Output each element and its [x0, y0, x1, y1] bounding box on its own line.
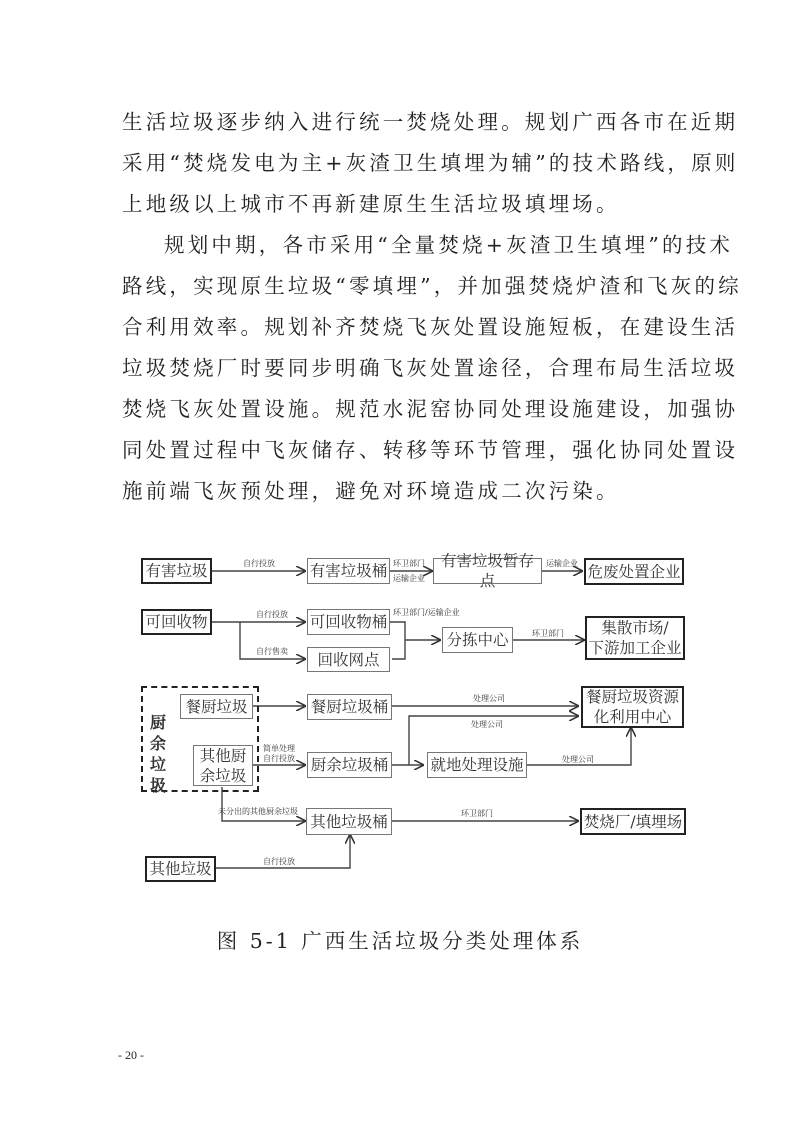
edge-label: 处理公司 [473, 694, 505, 703]
text-line: 规划中期，各市采用“全量焚烧+灰渣卫生填埋”的技术 [164, 233, 734, 257]
node-other-bin: 其他垃圾桶 [306, 808, 392, 835]
text-line: 采用“焚烧发电为主+灰渣卫生填埋为辅”的技术路线，原则 [122, 151, 739, 175]
node-recyclables: 可回收物 [141, 609, 212, 635]
edge-label: 自行投放 [256, 610, 288, 619]
figure-caption: 图 5-1 广西生活垃圾分类处理体系 [216, 929, 584, 953]
node-sorting-center: 分拣中心 [442, 627, 513, 653]
text-line: 垃圾焚烧厂时要同步明确飞灰处置途径，合理布局生活垃圾 [122, 356, 739, 380]
edge-label: 处理公司 [471, 720, 503, 729]
node-onsite-facility: 就地处理设施 [427, 752, 527, 778]
node-other-kitchen-line2: 余垃圾 [199, 766, 247, 785]
edge-label: 运输企业 [393, 574, 425, 583]
node-resource-center [581, 686, 684, 728]
node-hazardous-waste: 有害垃圾 [141, 558, 212, 584]
node-resource-center-line2: 化利用中心 [593, 708, 672, 726]
text-line: 路线，实现原生垃圾“零填埋”，并加强焚烧炉渣和飞灰的综 [122, 274, 742, 298]
edge-label: 简单处理 [263, 744, 295, 753]
edge-label: 环卫部门 [393, 559, 425, 568]
kitchen-group-label: 厨 余 垃 圾 [149, 713, 166, 795]
edge-bin-to-merge [390, 622, 405, 659]
node-resource-center-line1: 餐厨垃圾资源 [585, 688, 679, 706]
edge-label: 自行售卖 [256, 647, 288, 656]
text-line: 合利用效率。规划补齐焚烧飞灰处置设施短板，在建设生活 [122, 315, 739, 339]
edge-label: 环卫部门 [461, 809, 493, 818]
text-line: 上地级以上城市不再新建原生生活垃圾填埋场。 [122, 192, 620, 216]
text-line: 施前端飞灰预处理，避免对环境造成二次污染。 [122, 479, 620, 503]
edge-label: 运输企业 [546, 559, 578, 568]
edge-label: 未分出的其他厨余垃圾 [218, 807, 298, 816]
node-restaurant-waste: 餐厨垃圾 [180, 694, 253, 719]
text-line: 焚烧飞灰处置设施。规范水泥窑协同处理设施建设，加强协 [122, 397, 739, 421]
node-hazardous-storage: 有害垃圾暂存点 [433, 558, 542, 584]
node-recyclable-bin: 可回收物桶 [307, 609, 390, 635]
node-market-line1: 集散市场/ [601, 619, 669, 637]
node-hazardous-disposal: 危废处置企业 [584, 558, 684, 585]
text-line: 同处置过程中飞灰储存、转移等环节管理，强化协同处置设 [122, 438, 739, 462]
node-incineration: 焚烧厂/填埋场 [580, 808, 686, 835]
node-restaurant-bin: 餐厨垃圾桶 [307, 694, 392, 720]
text-line: 生活垃圾逐步纳入进行统一焚烧处理。规划广西各市在近期 [122, 110, 739, 134]
edge-label: 环卫部门/运输企业 [393, 608, 460, 617]
edge-label: 自行投放 [263, 857, 295, 866]
node-market-line2: 下游加工企业 [588, 639, 682, 657]
page-number: - 20 - [118, 1048, 144, 1062]
edge-label: 自行投放 [263, 754, 295, 763]
node-hazardous-bin: 有害垃圾桶 [307, 558, 390, 584]
node-kitchen-bin: 厨余垃圾桶 [307, 752, 392, 778]
edge-label: 处理公司 [562, 755, 594, 764]
node-other-waste: 其他垃圾 [145, 856, 216, 882]
node-other-kitchen-line1: 其他厨 [199, 746, 247, 765]
node-market [585, 616, 685, 660]
node-other-kitchen-waste [193, 745, 253, 786]
node-recycling-point: 回收网点 [307, 647, 390, 672]
edge-label: 自行投放 [243, 559, 275, 568]
edge-label: 环卫部门 [532, 629, 564, 638]
